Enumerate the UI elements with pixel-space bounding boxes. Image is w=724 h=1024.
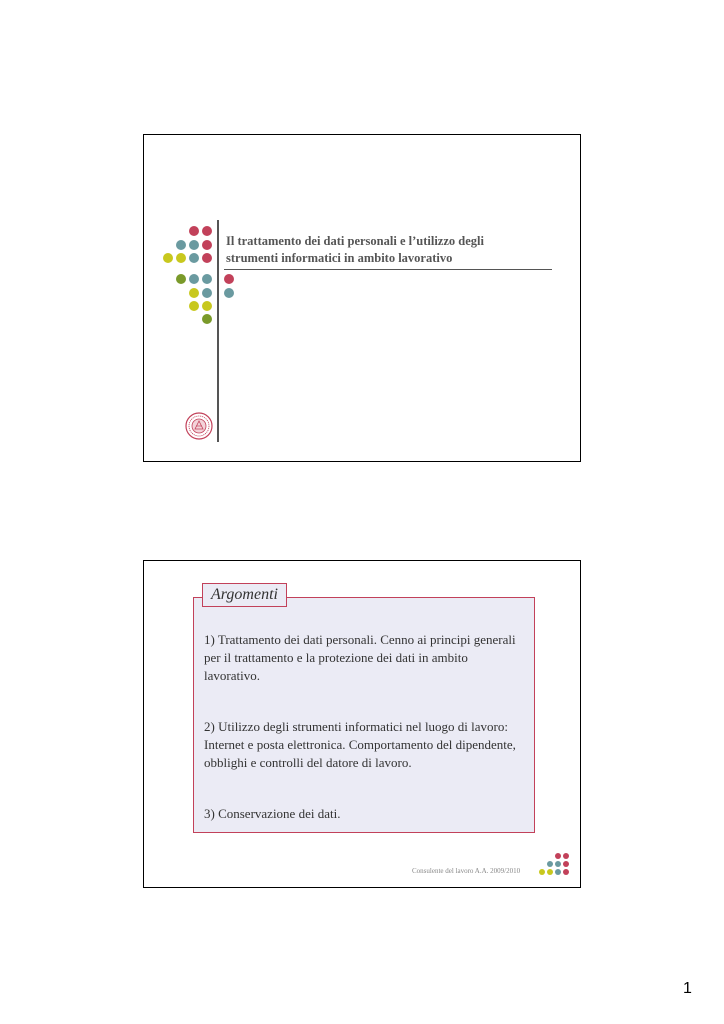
dot bbox=[176, 253, 186, 263]
dot bbox=[563, 853, 569, 859]
title-slide bbox=[143, 134, 581, 462]
dot bbox=[189, 301, 199, 311]
dot bbox=[163, 253, 173, 263]
dot bbox=[202, 314, 212, 324]
dot bbox=[189, 226, 199, 236]
dot bbox=[547, 861, 553, 867]
dot bbox=[555, 869, 561, 875]
page-number: 1 bbox=[683, 980, 692, 997]
dot bbox=[189, 288, 199, 298]
dot bbox=[189, 253, 199, 263]
topics-heading: Argomenti bbox=[202, 583, 287, 607]
dot bbox=[224, 288, 234, 298]
dot bbox=[202, 240, 212, 250]
dot bbox=[547, 869, 553, 875]
dot bbox=[555, 853, 561, 859]
dot bbox=[176, 274, 186, 284]
title-underline bbox=[224, 269, 552, 270]
topic-item-3: 3) Conservazione dei dati. bbox=[204, 806, 341, 821]
topic-item-2: 2) Utilizzo degli strumenti informatici nel luogo di lavoro: Internet e posta elettronica. Comportamento del dipendente, obblighi e controlli del datore di lavoro. bbox=[204, 719, 516, 770]
slide-title bbox=[226, 233, 546, 267]
title-line-2: strumenti informatici in ambito lavorativo bbox=[226, 251, 453, 265]
topics-slide bbox=[143, 560, 581, 888]
dot bbox=[555, 861, 561, 867]
dot bbox=[202, 301, 212, 311]
slide-footer: Consulente del lavoro A.A. 2009/2010 bbox=[412, 867, 521, 875]
dot bbox=[202, 274, 212, 284]
topic-item-1: 1) Trattamento dei dati personali. Cenno ai principi generali per il trattamento e la protezione dei dati in ambito lavorativo. bbox=[204, 632, 516, 683]
university-seal-icon bbox=[185, 412, 213, 440]
dot bbox=[202, 253, 212, 263]
dot bbox=[563, 861, 569, 867]
dot bbox=[189, 240, 199, 250]
dot bbox=[202, 288, 212, 298]
dot bbox=[539, 869, 545, 875]
dot bbox=[202, 226, 212, 236]
dot bbox=[563, 869, 569, 875]
dot bbox=[176, 240, 186, 250]
dot bbox=[224, 274, 234, 284]
vertical-divider bbox=[217, 220, 219, 442]
dot bbox=[189, 274, 199, 284]
title-line-1: Il trattamento dei dati personali e l’utilizzo degli bbox=[226, 234, 484, 248]
